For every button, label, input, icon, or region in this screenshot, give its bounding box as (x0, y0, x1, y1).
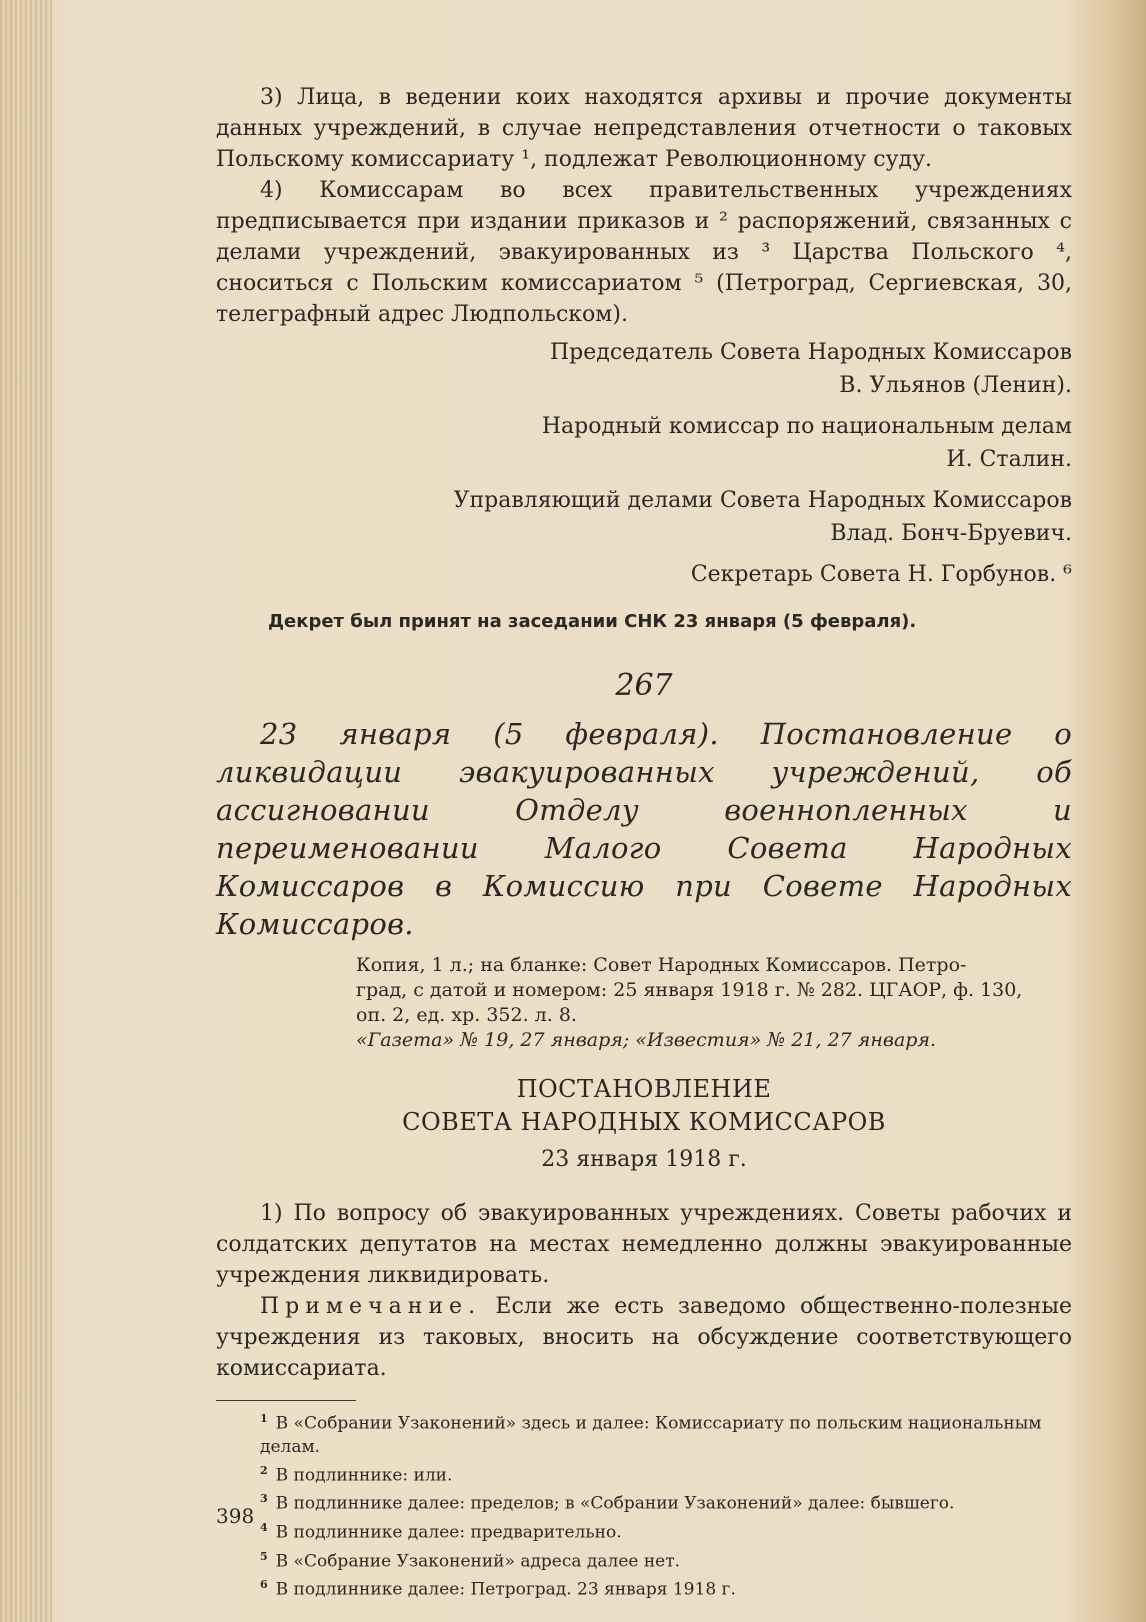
decree-date: 23 января 1918 г. (541, 1147, 747, 1172)
signature-name: И. Сталин. (946, 447, 1072, 472)
signature-stalin (216, 410, 1072, 476)
page-edges (0, 0, 52, 1622)
footnote: $^2$ В подлиннике: или. (260, 1463, 453, 1486)
body-paragraph-1: 1) По вопросу об эвакуированных учреждениях. Советы рабочих и солдатских депутатов на местах немедленно должны эвакуированные учреждения ликвидировать. (216, 1201, 1072, 1288)
archive-source (356, 953, 1072, 1053)
source-line: Копия, 1 л.; на бланке: Совет Народных Комиссаров. Петро- (356, 954, 967, 976)
signature-name: Влад. Бонч-Бруевич. (830, 521, 1072, 546)
signature-title: Председатель Совета Народных Комиссаров (549, 340, 1072, 365)
signature-gorbunov (216, 558, 1072, 591)
paragraph-3: 3) Лица, в ведении коих находятся архивы и прочие документы данных учреждений, в случае непредставления отчетности о таковых Польскому комиссариату ¹, подлежат Революционному суду. (216, 85, 1072, 172)
footnotes (216, 1407, 1072, 1602)
footnote: $^1$ В «Собрании Узаконений» здесь и далее: Комиссариату по польским национальным делам. (260, 1412, 1042, 1457)
footnote-divider (216, 1400, 356, 1401)
source-line: град, с датой и номером: 25 января 1918 г. № 282. ЦГАОР, ф. 130, (356, 979, 1023, 1001)
signature-name: Секретарь Совета Н. Горбунов. ⁶ (690, 562, 1072, 587)
body-note (216, 1291, 1072, 1384)
heading-line: ПОСТАНОВЛЕНИЕ (516, 1075, 772, 1103)
footnote: $^6$ В подлиннике далее: Петроград. 23 января 1918 г. (260, 1578, 736, 1600)
source-line: «Газета» № 19, 27 января; «Известия» № 21, 27 января. (356, 1029, 937, 1051)
note-label: Примечание. (260, 1294, 482, 1319)
document-title: 23 января (5 февраля). Постановление о ликвидации эвакуированных учреждений, об ассигновании Отделу военнопленных и переименовании Малого Совета Народных Комиссаров в Комиссию при Совете Народных Комиссаров. (216, 717, 1072, 941)
signature-name: В. Ульянов (Ленин). (839, 373, 1072, 398)
document-number: 267 (615, 668, 673, 703)
footnote: $^5$ В «Собрание Узаконений» адреса далее нет. (260, 1549, 681, 1572)
decree-note: Декрет был принят на заседании СНК 23 января (5 февраля). (268, 611, 917, 632)
footnote: $^3$ В подлиннике далее: пределов; в «Собрании Узаконений» далее: бывшего. (260, 1492, 955, 1514)
decree-heading (216, 1073, 1072, 1139)
source-line: оп. 2, ед. хр. 352. л. 8. (356, 1004, 577, 1026)
note-text: Если же есть заведомо общественно-полезные учреждения из таковых, вносить на обсуждение соответствующего комиссариата. (216, 1294, 1072, 1381)
heading-line: СОВЕТА НАРОДНЫХ КОМИССАРОВ (402, 1108, 886, 1136)
signature-bonch-bruevich (216, 484, 1072, 550)
paragraph-4: 4) Комиссарам во всех правительственных учреждениях предписывается при издании приказов и ² распоряжений, связанных с делами учреждений, эвакуированных из ³ Царства Польского ⁴, сноситься с Польским комиссариатом ⁵ (Петроград, Сергиевская, 30, телеграфный адрес Людпольском). (216, 178, 1072, 327)
signatures (216, 336, 1072, 591)
page-content (216, 82, 1072, 1602)
signature-title: Управляющий делами Совета Народных Комиссаров (453, 488, 1072, 513)
signature-lenin (216, 336, 1072, 402)
signature-title: Народный комиссар по национальным делам (541, 414, 1072, 439)
footnote: $^4$ В подлиннике далее: предварительно. (260, 1520, 622, 1543)
page-number: 398 (216, 1504, 255, 1528)
